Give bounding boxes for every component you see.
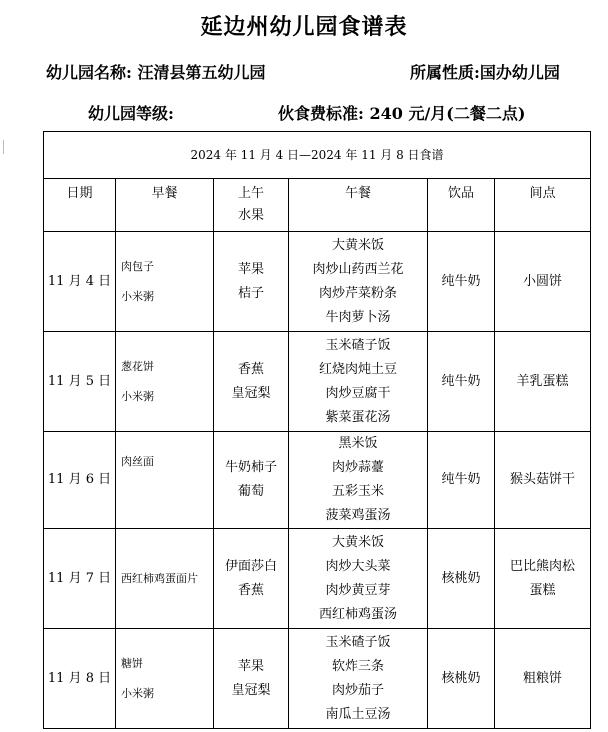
fruit-item: 香蕉 [237,361,264,377]
page-edge-marker [0,140,4,154]
table-row [44,629,591,729]
day-date: 11 月 6 日 [44,432,116,529]
table-row [44,232,591,332]
lunch-item: 肉炒山药西兰花 [312,261,404,277]
table-row [44,529,591,629]
lunch-item: 西红柿鸡蛋汤 [318,606,397,622]
breakfast-item: 小米粥 [121,686,154,700]
lunch-item: 黑米饭 [338,436,378,451]
day-snack [495,432,591,529]
lunch-item: 玉米碴子饭 [325,634,391,650]
lunch-item: 大黄米饭 [331,534,384,550]
day-fruit [214,332,289,432]
day-lunch [289,629,428,729]
breakfast-item: 肉包子 [121,259,154,273]
breakfast-item: 西红柿鸡蛋面片 [121,571,198,585]
page-title: 延边州幼儿园食谱表 [200,14,408,40]
day-drink: 核桃奶 [428,529,495,629]
lunch-item: 牛肉萝卜汤 [325,309,391,325]
lunch-item: 红烧肉炖土豆 [318,361,397,377]
day-snack [495,529,591,629]
day-fruit [214,529,289,629]
fruit-item: 苹果 [237,261,264,277]
day-date: 11 月 7 日 [44,529,116,629]
table-row [44,332,591,432]
snack-item: 小圆饼 [523,273,563,289]
lunch-item: 大黄米饭 [331,237,384,253]
header-fruit-line1: 上午 [237,186,264,201]
snack-item: 羊乳蛋糕 [516,373,569,389]
breakfast-item: 葱花饼 [121,359,154,373]
lunch-item: 肉炒黄豆芽 [325,582,391,598]
day-breakfast [116,332,214,432]
header-date: 日期 [44,179,116,232]
header-row [44,179,591,232]
day-snack [495,629,591,729]
meal-fee-standard: 伙食费标准: 240 元/月(二餐二点) [278,104,526,123]
fruit-item: 桔子 [237,285,264,301]
kindergarten-name-label: 幼儿园名称: [46,63,132,82]
lunch-item: 玉米碴子饭 [325,337,391,353]
day-breakfast [116,529,214,629]
day-fruit [214,432,289,529]
day-snack [495,332,591,432]
kindergarten-level: 幼儿园等级: [88,104,174,123]
date-range: 2024 年 11 月 4 日—2024 年 11 月 8 日食谱 [44,132,591,179]
day-lunch [289,332,428,432]
header-lunch: 午餐 [289,179,428,232]
breakfast-item: 肉丝面 [121,455,154,468]
lunch-item: 肉炒茄子 [331,682,384,698]
breakfast-item: 小米粥 [121,289,154,303]
breakfast-item: 糖饼 [121,656,143,670]
day-drink: 纯牛奶 [428,432,495,529]
day-date: 11 月 8 日 [44,629,116,729]
day-lunch [289,432,428,529]
menu-table [43,131,591,729]
day-date: 11 月 5 日 [44,332,116,432]
kindergarten-name [46,60,266,83]
header-fruit-line2: 水果 [237,208,264,223]
day-snack [495,232,591,332]
lunch-item: 肉炒豆腐干 [325,385,391,401]
lunch-item: 肉炒大头菜 [325,558,391,574]
fruit-item: 牛奶柿子 [224,460,277,475]
lunch-item: 紫菜蛋花汤 [325,409,391,425]
fruit-item: 葡萄 [237,484,264,499]
day-fruit [214,629,289,729]
day-drink: 纯牛奶 [428,332,495,432]
day-lunch [289,232,428,332]
day-drink: 核桃奶 [428,629,495,729]
day-breakfast [116,629,214,729]
fruit-item: 皇冠梨 [231,682,271,698]
day-drink: 纯牛奶 [428,232,495,332]
snack-item: 蛋糕 [529,582,556,598]
lunch-item: 南瓜土豆汤 [325,706,391,722]
day-date: 11 月 4 日 [44,232,116,332]
lunch-item: 五彩玉米 [331,484,384,499]
day-breakfast [116,432,214,529]
fruit-item: 香蕉 [237,582,264,598]
date-range-row [44,132,591,179]
header-snack: 间点 [495,179,591,232]
day-fruit [214,232,289,332]
lunch-item: 菠菜鸡蛋汤 [325,508,391,523]
snack-item: 巴比熊肉松 [510,558,576,574]
kindergarten-name-value: 汪清县第五幼儿园 [137,63,266,82]
header-drink: 饮品 [428,179,495,232]
snack-item: 粗粮饼 [523,670,563,686]
header-fruit [214,179,289,232]
fruit-item: 伊面莎白 [224,558,277,574]
fruit-item: 苹果 [237,658,264,674]
table-row [44,432,591,529]
day-lunch [289,529,428,629]
lunch-item: 肉炒芹菜粉条 [318,285,397,301]
fruit-item: 皇冠梨 [231,385,271,401]
snack-item: 猴头菇饼干 [510,472,576,487]
lunch-item: 软炸三条 [331,658,384,674]
day-breakfast [116,232,214,332]
header-breakfast: 早餐 [116,179,214,232]
breakfast-item: 小米粥 [121,389,154,403]
kindergarten-nature: 所属性质:国办幼儿园 [410,63,560,82]
lunch-item: 肉炒蒜薹 [331,460,384,475]
